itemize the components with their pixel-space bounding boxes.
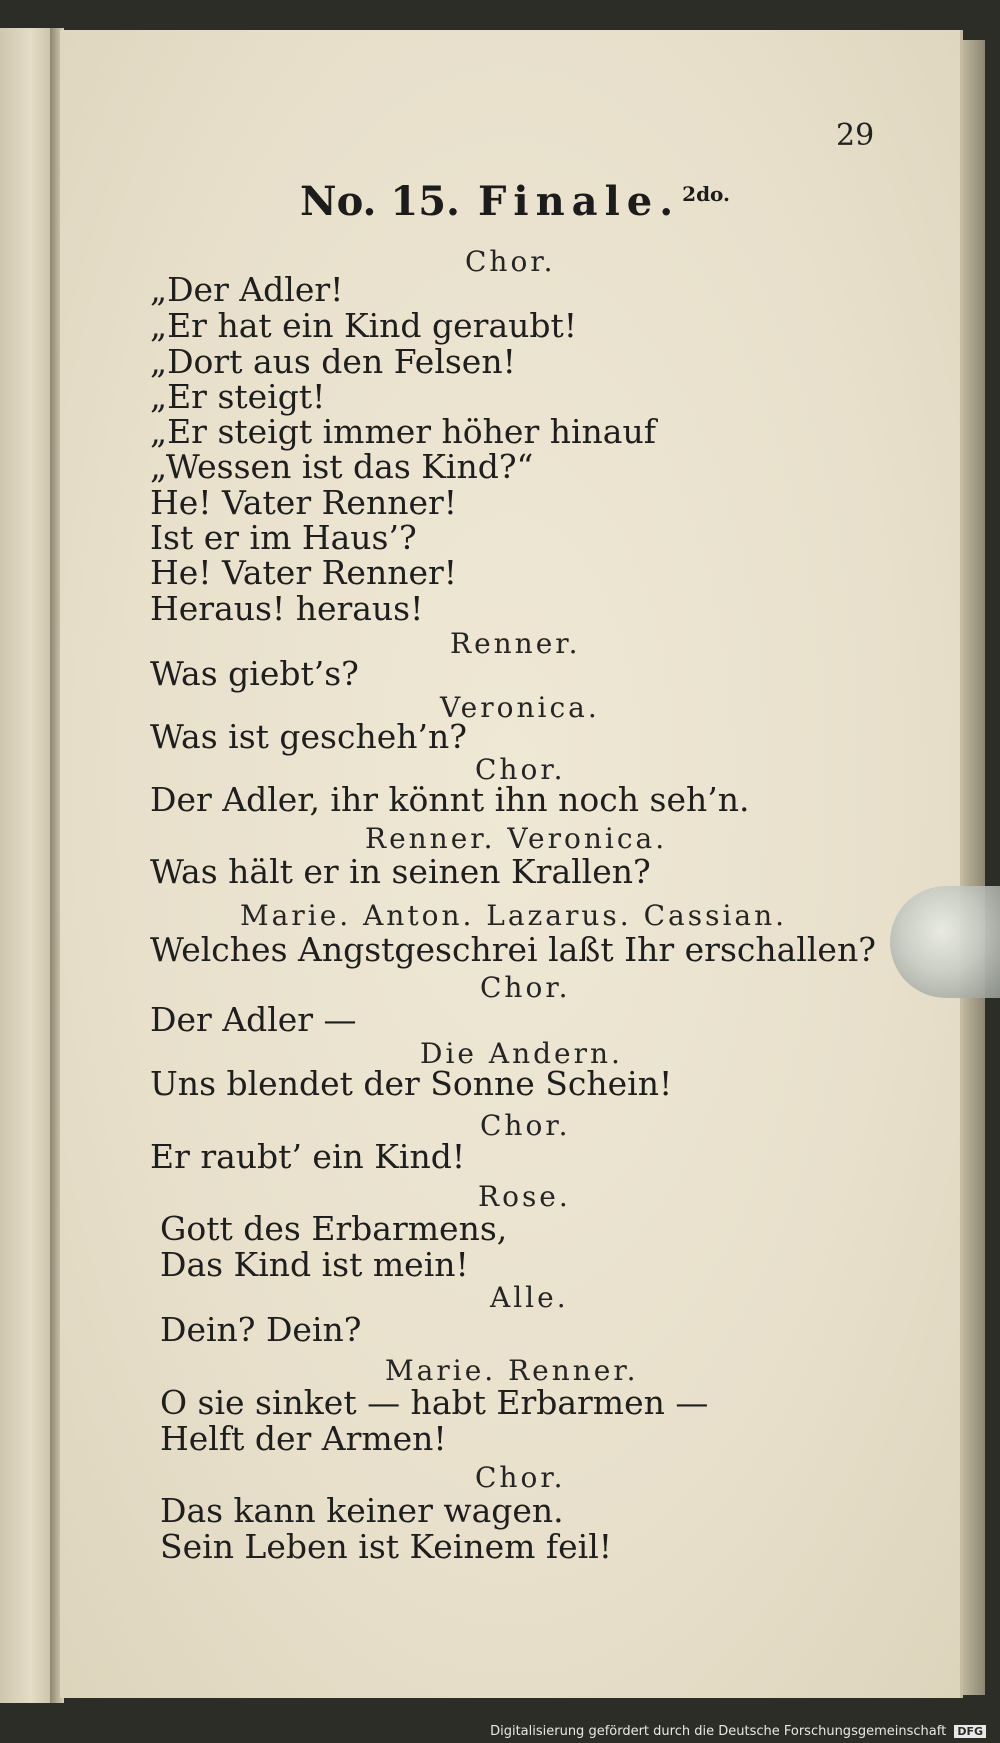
speaker-rose: Rose. (478, 1180, 571, 1213)
speaker-chor: Chor. (480, 971, 571, 1004)
speaker-chor: Chor. (475, 753, 566, 786)
lyric-line: „Dort aus den Felsen! (150, 342, 516, 381)
left-page-edge (0, 28, 52, 1703)
lyric-line: Helft der Armen! (160, 1419, 447, 1458)
speaker-renner-veronica: Renner. Veronica. (365, 822, 668, 855)
speaker-marie-renner: Marie. Renner. (385, 1354, 639, 1387)
lyric-line: Der Adler — (150, 1000, 357, 1039)
lyric-line: Ist er im Haus’? (150, 518, 417, 557)
lyric-line: Was hält er in seinen Krallen? (150, 852, 651, 891)
speaker-alle: Alle. (490, 1281, 569, 1314)
lyric-line: Das Kind ist mein! (160, 1245, 469, 1284)
page-clip (890, 886, 1000, 998)
heading-number: No. 15. (300, 178, 460, 225)
page-edge-shadow (963, 40, 985, 1695)
speaker-die-andern: Die Andern. (420, 1037, 623, 1070)
heading-superscript: 2do. (682, 181, 731, 206)
lyric-line: Was giebt’s? (150, 654, 359, 693)
speaker-veronica: Veronica. (440, 691, 600, 724)
credit-text: Digitalisierung gefördert durch die Deutsche Forschungsgemeinschaft (490, 1724, 947, 1739)
lyric-line: „Er hat ein Kind geraubt! (150, 306, 578, 345)
lyric-line: Das kann keiner wagen. (160, 1491, 564, 1530)
lyric-line: He! Vater Renner! (150, 483, 458, 522)
page-number: 29 (836, 118, 875, 153)
lyric-line: „Er steigt immer höher hinauf (150, 412, 656, 451)
lyric-line: Welches Angstgeschrei laßt Ihr erschallen? (150, 930, 876, 969)
speaker-chor: Chor. (475, 1461, 566, 1494)
speaker-renner: Renner. (450, 627, 581, 660)
lyric-line: Dein? Dein? (160, 1310, 362, 1349)
lyric-line: „Der Adler! (150, 270, 344, 309)
section-heading (300, 178, 730, 225)
lyric-line: „Wessen ist das Kind?“ (150, 447, 534, 486)
speaker-group: Marie. Anton. Lazarus. Cassian. (240, 899, 788, 932)
lyric-line: Er raubt’ ein Kind! (150, 1137, 466, 1176)
lyric-line: Uns blendet der Sonne Schein! (150, 1064, 673, 1103)
lyric-line: „Er steigt! (150, 377, 326, 416)
speaker-chor: Chor. (465, 245, 556, 278)
digitization-credit (490, 1724, 986, 1739)
speaker-chor: Chor. (480, 1109, 571, 1142)
lyric-line: O sie sinket — habt Erbarmen — (160, 1383, 709, 1422)
lyric-line: Heraus! heraus! (150, 589, 424, 628)
lyric-line: He! Vater Renner! (150, 553, 458, 592)
lyric-line: Gott des Erbarmens, (160, 1209, 508, 1248)
dfg-logo: DFG (954, 1725, 986, 1738)
lyric-line: Was ist gescheh’n? (150, 717, 467, 756)
lyric-line: Sein Leben ist Keinem feil! (160, 1527, 613, 1566)
lyric-line: Der Adler, ihr könnt ihn noch seh’n. (150, 780, 750, 819)
heading-title: Finale. (477, 178, 681, 225)
